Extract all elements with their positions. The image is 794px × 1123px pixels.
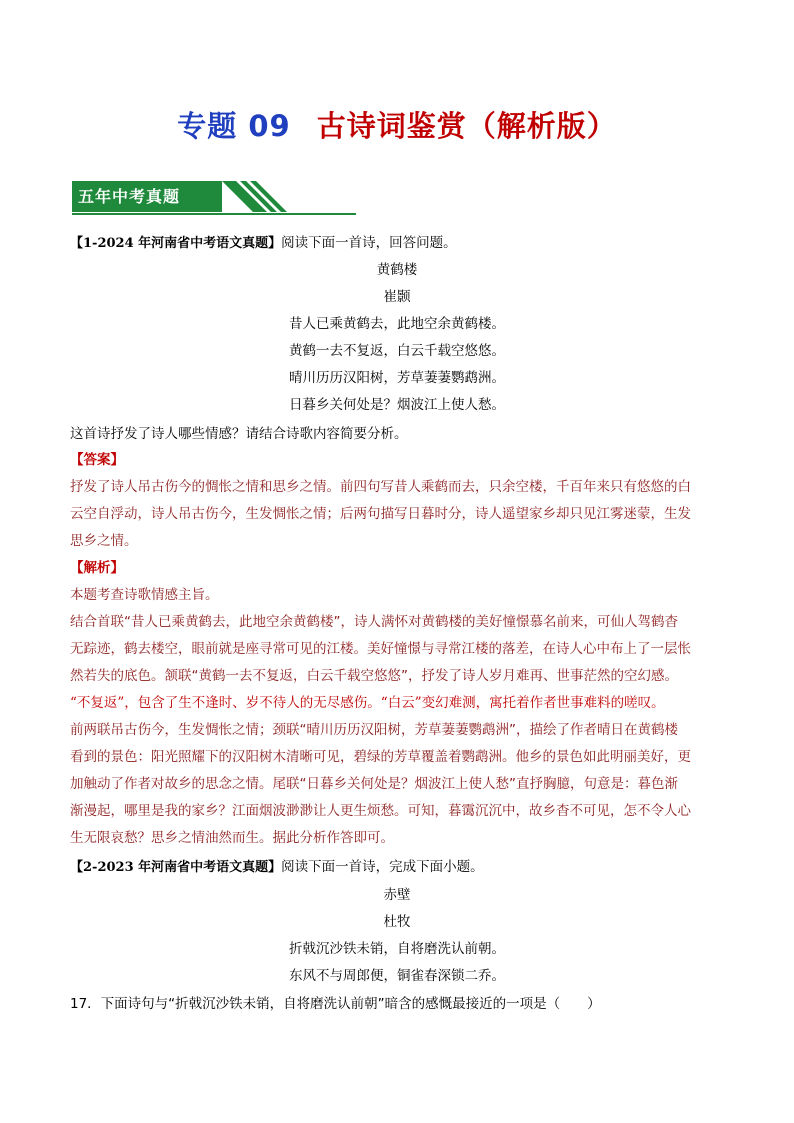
- poem1-line: 昔人已乘黄鹤去，此地空余黄鹤楼。: [289, 316, 505, 332]
- topic-title: 古诗词鉴赏（解析版）: [316, 109, 617, 143]
- analysis-line: 无踪迹，鹤去楼空，眼前就是座寻常可见的江楼。美好憧憬与寻常江楼的落差，在诗人心中布上了一层怅: [70, 641, 691, 657]
- analysis-line: 本题考查诗歌情感主旨。: [70, 587, 219, 603]
- analysis-line: 生无限哀愁？思乡之情油然而生。据此分析作答即可。: [70, 830, 394, 846]
- answer-line: 云空自浮动，诗人吊古伤今，生发惆怅之情；后两句描写日暮时分，诗人遥望家乡却只见江雾迷蒙，生发: [70, 506, 691, 522]
- poem2-line: 折戟沉沙铁未销，自将磨洗认前朝。: [289, 941, 505, 957]
- analysis-line: 看到的景色：阳光照耀下的汉阳树木清晰可见，碧绿的芳草覆盖着鹦鹉洲。他乡的景色如此明丽美好，更: [70, 749, 691, 765]
- poem2-line: 东风不与周郎便，铜雀春深锁二乔。: [289, 968, 505, 984]
- poem1-author: 崔颢: [383, 289, 411, 305]
- poem1-line: 黄鹤一去不复返，白云千载空悠悠。: [289, 343, 505, 359]
- q1-source: 【1-2024 年河南省中考语文真题】: [70, 236, 282, 251]
- poem1-line: 晴川历历汉阳树，芳草萋萋鹦鹉洲。: [289, 370, 505, 386]
- poem1-line: 日暮乡关何处是？烟波江上使人愁。: [289, 397, 505, 413]
- analysis-line: 前两联吊古伤今，生发惆怅之情；颈联“晴川历历汉阳树，芳草萋萋鹦鹉洲”，描绘了作者晴日在黄鹤楼: [70, 722, 678, 738]
- analysis-label: 【解析】: [70, 560, 124, 576]
- analysis-line: 渐漫起，哪里是我的家乡？江面烟波渺渺让人更生烦愁。可知，暮霭沉沉中，故乡杳不可见，怎不令人心: [70, 803, 691, 819]
- answer-line: 思乡之情。: [70, 533, 138, 549]
- poem1-title: 黄鹤楼: [376, 262, 418, 278]
- analysis-line: 加触动了作者对故乡的思念之情。尾联“日暮乡关何处是？烟波江上使人愁”直抒胸臆，句意是：暮色渐: [70, 776, 678, 792]
- q2-header: [70, 858, 730, 877]
- analysis-line: 结合首联“昔人已乘黄鹤去，此地空余黄鹤楼”，诗人满怀对黄鹤楼的美好憧憬慕名前来，可仙人驾鹤杳: [70, 614, 678, 630]
- section-banner: [72, 181, 356, 215]
- q2-subquestion: 17．下面诗句与“折戟沉沙铁未销，自将磨洗认前朝”暗含的感慨最接近的一项是（ ）: [70, 996, 601, 1012]
- q1-prompt: 阅读下面一首诗，回答问题。: [281, 235, 457, 251]
- poem2-author: 杜牧: [383, 914, 411, 930]
- analysis-line: “不复返”，包含了生不逢时、岁不待人的无尽感伤。“白云”变幻难测，寓托着作者世事难料的嗟叹。: [70, 695, 665, 711]
- banner-label: 五年中考真题: [78, 187, 181, 206]
- q1-question: 这首诗抒发了诗人哪些情感？请结合诗歌内容简要分析。: [70, 426, 408, 442]
- poem2-title: 赤壁: [383, 887, 411, 903]
- analysis-line: 然若失的底色。颔联“黄鹤一去不复返，白云千载空悠悠”，抒发了诗人岁月难再、世事茫然的空幻感。: [70, 668, 678, 684]
- page-title: [0, 104, 794, 145]
- banner-underline: [72, 213, 356, 215]
- answer-label: 【答案】: [70, 452, 124, 468]
- q2-source: 【2-2023 年河南省中考语文真题】: [70, 860, 282, 875]
- q2-prompt: 阅读下面一首诗，完成下面小题。: [281, 859, 484, 875]
- topic-number: 专题 09: [177, 109, 291, 143]
- q1-header: [70, 234, 730, 253]
- answer-line: 抒发了诗人吊古伤今的惆怅之情和思乡之情。前四句写昔人乘鹤而去，只余空楼，千百年来只有悠悠的白: [70, 479, 691, 495]
